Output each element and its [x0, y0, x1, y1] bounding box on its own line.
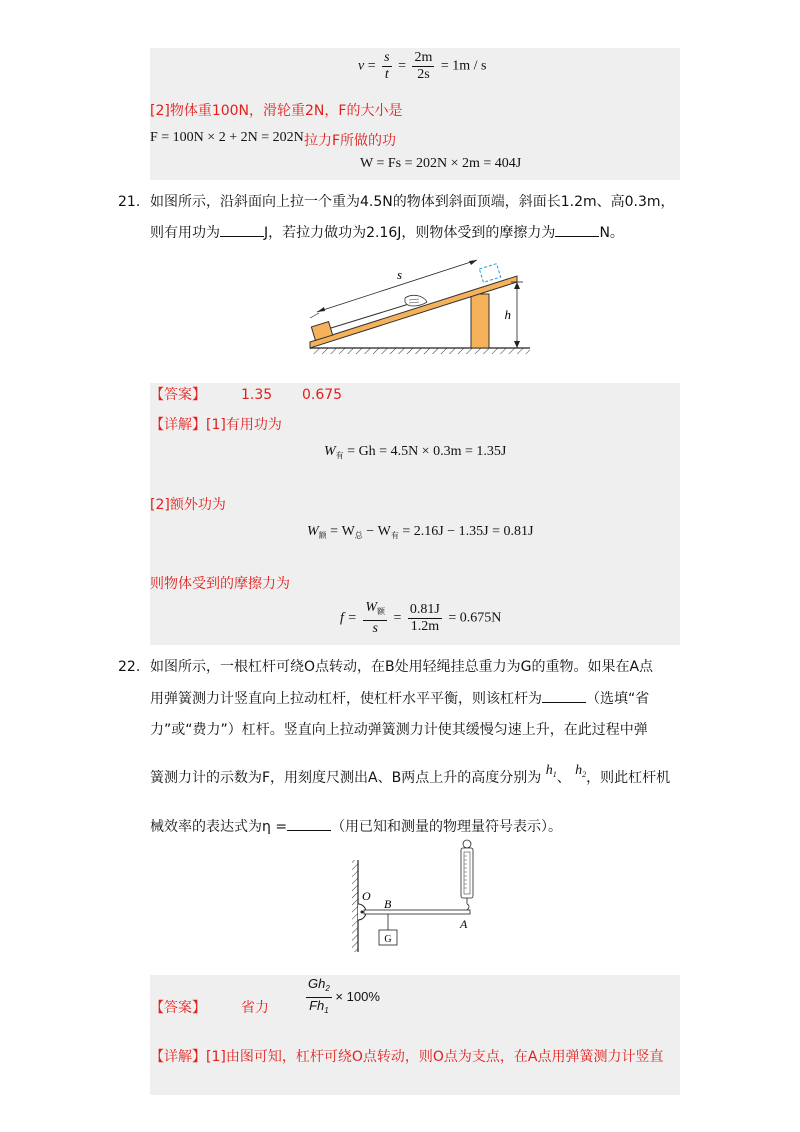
spring-scale-icon [461, 840, 473, 910]
hand-icon [405, 295, 427, 306]
q22-line3: 力”或“费力”）杠杆。竖直向上拉动弹簧测力计使其缓慢匀速上升，在此过程中弹 [150, 722, 648, 738]
label-a: A [460, 917, 468, 931]
label-g: G [384, 934, 392, 945]
answer-block-q22 [150, 975, 680, 1095]
ground-hatch [310, 348, 530, 354]
q22-number: 22. [118, 659, 141, 675]
label-o: O [362, 889, 371, 903]
friction-equation: f = $\frac{W_额}{s}$ = $\frac{0.81J}{1.2m}$ = 0.675N [340, 600, 502, 636]
label-h: h [504, 307, 511, 322]
q21-detail-3: 则物体受到的摩擦力为 [150, 576, 290, 592]
q21-detail-1: 【详解】[1]有用功为 [150, 417, 282, 433]
q21-answer-2: 0.675 [302, 387, 343, 403]
q22-answer-2: $\frac{Gh_2}{Fh_1}$ × 100% [308, 976, 380, 1015]
q21-answer-1: 1.35 [241, 387, 273, 403]
q22-answer-label: 【答案】 [150, 1000, 206, 1016]
answer-blank [220, 222, 264, 237]
q21-line2: 则有用功为 J，若拉力做功为2.16J，则物体受到的摩擦力为 N。 [150, 222, 624, 243]
work-label: 拉力F所做的功 [304, 133, 397, 149]
q22-line2: 用弹簧测力计竖直向上拉动杠杆，使杠杆水平平衡，则该杠杆为 （选填“省 [150, 688, 649, 709]
q21-number: 21. [118, 194, 141, 210]
q22-line4: 簧测力计的示数为F，用刻度尺测出A、B两点上升的高度分别为 $h_1$、 $h_2$，则此杠杆机 [150, 763, 671, 786]
force-equation: F = 100N × 2 + 2N = 202N [150, 130, 304, 145]
incline-figure [305, 252, 535, 357]
label-s: s [397, 267, 403, 282]
velocity-equation: v = $\frac{s}{t}$ = $\frac{2m}{2s}$ = 1m / s [358, 50, 487, 82]
work-equation: W = Fs = 202N × 2m = 404J [360, 156, 522, 171]
wall-hatch [352, 860, 358, 952]
support-post [471, 294, 489, 348]
q21-detail-2: [2]额外功为 [150, 497, 226, 513]
answer-blank [542, 688, 586, 703]
block-top-dashed [479, 264, 500, 283]
q21-line1: 如图所示，沿斜面向上拉一个重为4.5N的物体到斜面顶端，斜面长1.2m、高0.3m， [150, 194, 675, 210]
q21-answer-label: 【答案】 [150, 387, 206, 403]
lever-figure [348, 838, 488, 956]
label-b: B [384, 897, 392, 911]
answer-blank [555, 222, 599, 237]
q22-detail-1: 【详解】[1]由图可知，杠杆可绕O点转动，则O点为支点，在A点用弹簧测力计竖直 [150, 1049, 664, 1065]
answer-blank [287, 816, 331, 831]
lever-bar [364, 910, 470, 914]
q22-line5: 械效率的表达式为η = （用已知和测量的物理量符号表示）。 [150, 816, 562, 837]
extra-work-equation: $W_额 = W_总 - W_有 = 2.16J - 1.35J = 0.81J$ [307, 524, 534, 540]
part2-label: [2]物体重100N，滑轮重2N，F的大小是 [150, 103, 403, 119]
q22-answer-1: 省力 [241, 1000, 269, 1016]
useful-work-equation: $W_有 = Gh = 4.5N \times 0.3m = 1.35J$ [324, 444, 507, 460]
q22-line1: 如图所示，一根杠杆可绕O点转动，在B处用轻绳挂总重力为G的重物。如果在A点 [150, 659, 654, 675]
